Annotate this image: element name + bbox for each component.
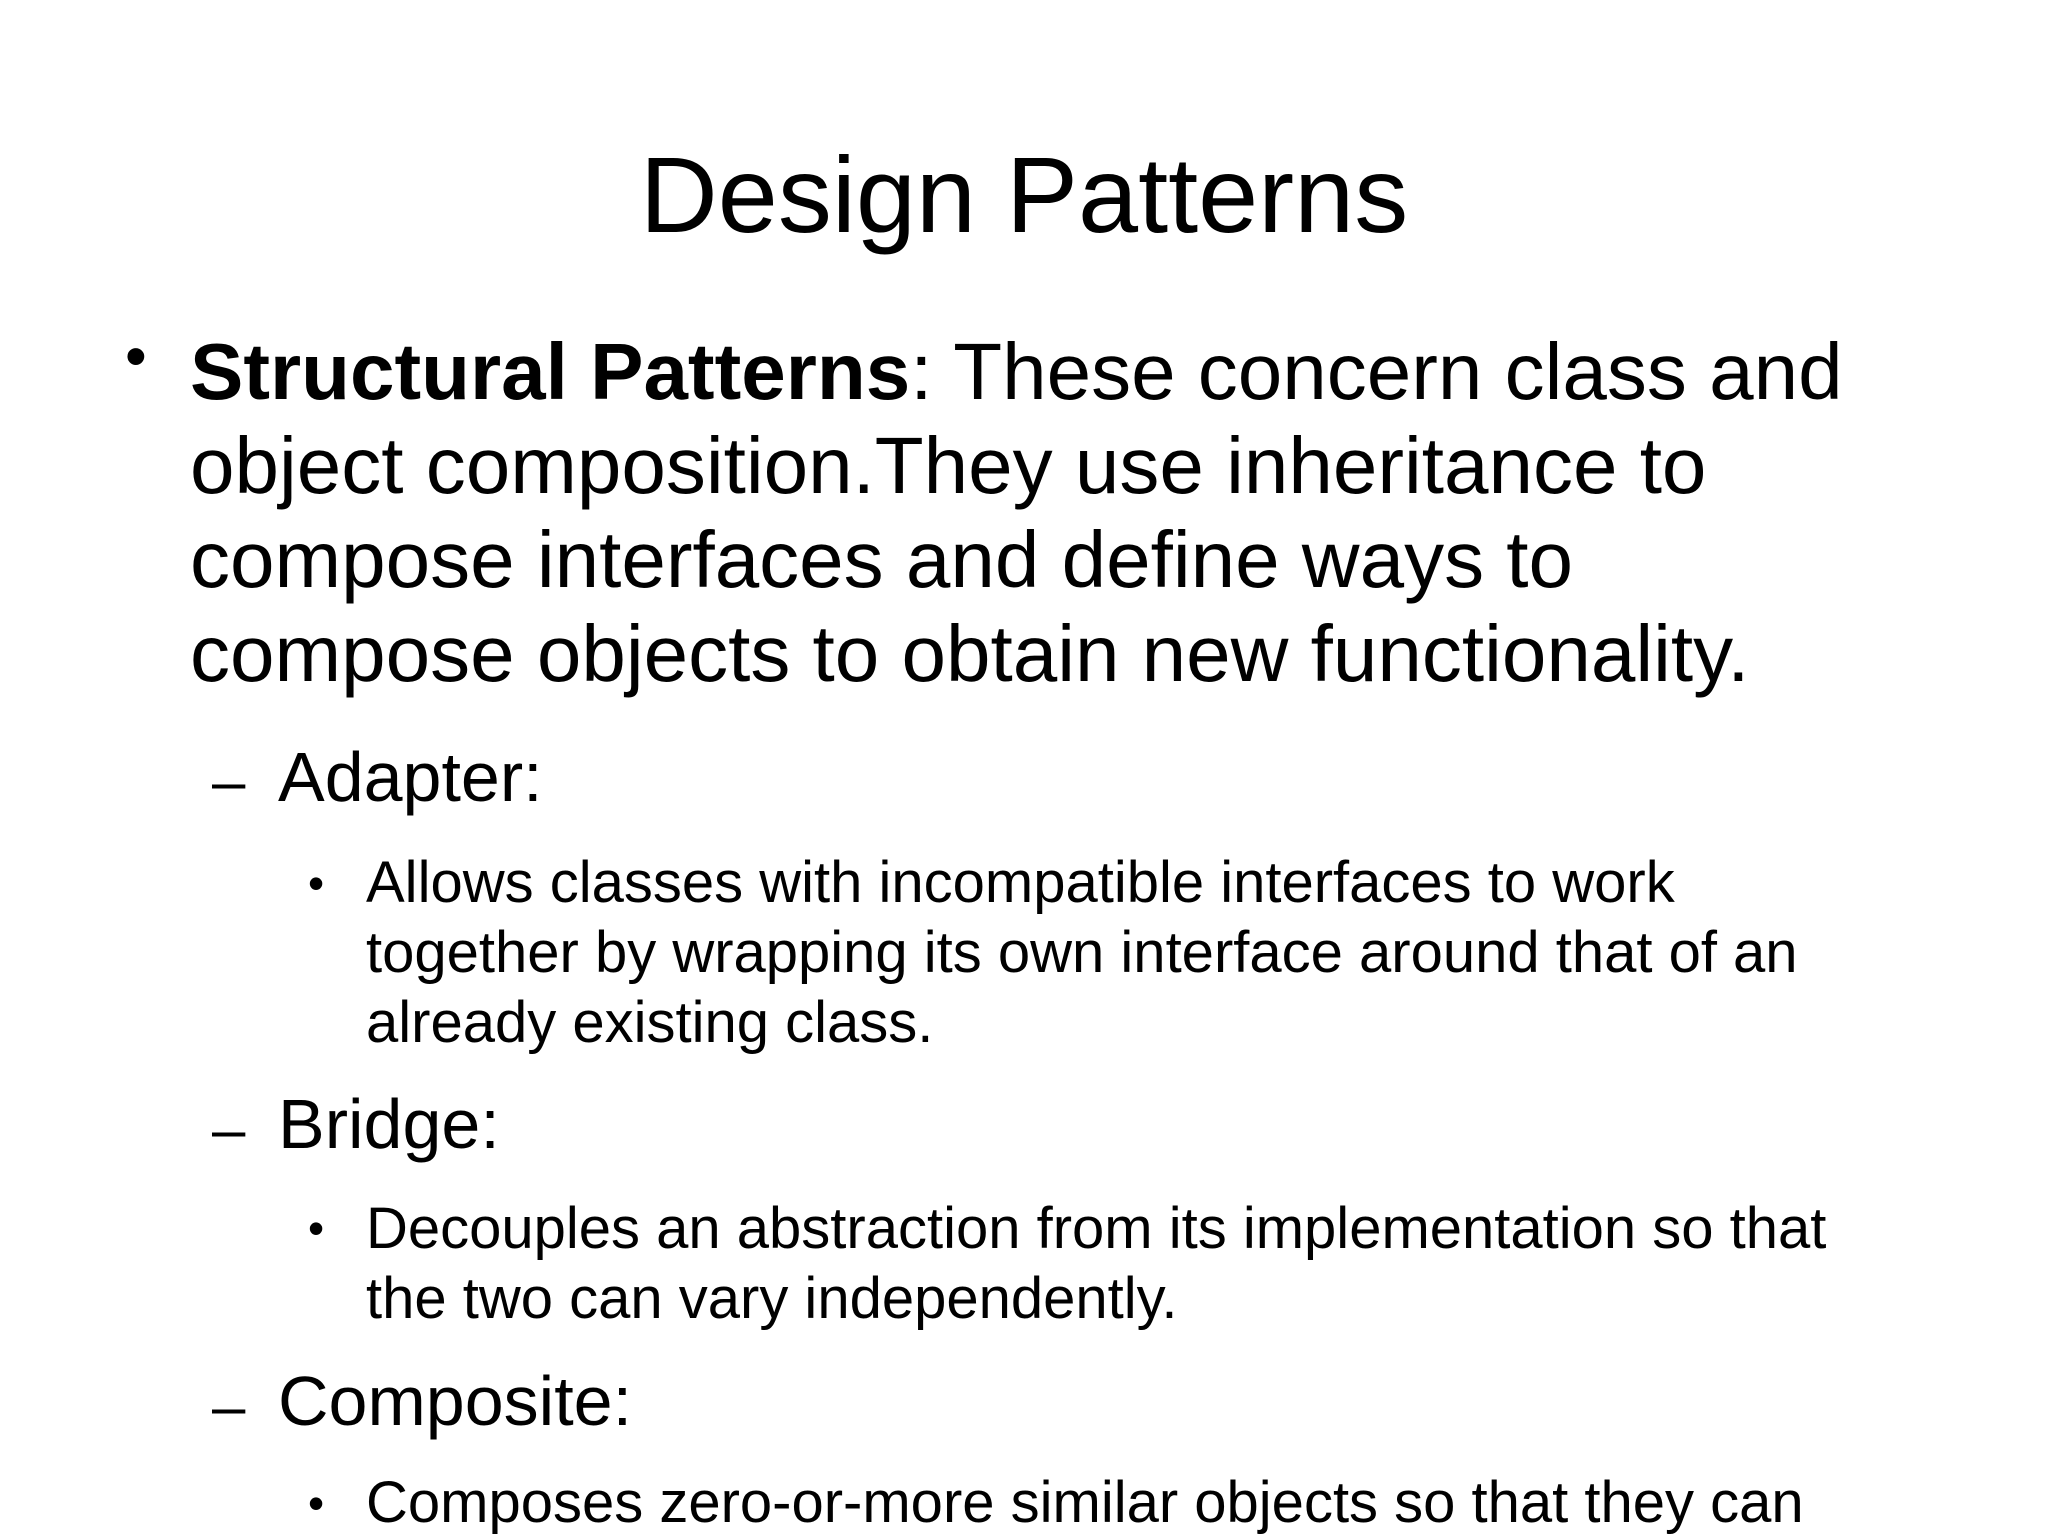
pattern-name-adapter: Adapter: <box>278 738 543 816</box>
main-line-4: compose objects to obtain new functionality. <box>190 609 1750 698</box>
bullet-icon: • <box>125 322 147 391</box>
adapter-desc-line-1: Allows classes with incompatible interfaces to work <box>366 850 1675 915</box>
dash-icon: – <box>212 748 246 815</box>
bullet-icon: • <box>308 857 325 909</box>
dash-icon: – <box>212 1096 246 1163</box>
structural-patterns-heading: Structural Patterns <box>190 327 911 416</box>
dash-icon: – <box>212 1373 246 1440</box>
adapter-desc-line-3: already existing class. <box>366 990 934 1055</box>
pattern-name-composite: Composite: <box>278 1362 633 1440</box>
composite-desc-line-1: Composes zero-or-more similar objects so that they can <box>366 1470 1804 1535</box>
main-line-3: compose interfaces and define ways to <box>190 515 1574 604</box>
main-bullet-text <box>190 325 2010 701</box>
pattern-description-adapter <box>366 848 1798 1058</box>
bullet-icon: • <box>308 1202 325 1254</box>
adapter-desc-line-2: together by wrapping its own interface around that of an <box>366 920 1798 985</box>
pattern-description-composite <box>366 1468 1804 1535</box>
bullet-icon: • <box>308 1477 325 1529</box>
main-line-2: object composition.They use inheritance to <box>190 421 1707 510</box>
slide-title: Design Patterns <box>639 134 1409 255</box>
pattern-name-bridge: Bridge: <box>278 1085 500 1163</box>
bridge-desc-line-1: Decouples an abstraction from its implementation so that <box>366 1196 1827 1261</box>
pattern-description-bridge <box>366 1194 1826 1334</box>
bridge-desc-line-2: the two can vary independently. <box>366 1266 1178 1331</box>
main-line-1: These concern class and <box>932 327 1843 416</box>
heading-separator: : <box>910 327 933 416</box>
